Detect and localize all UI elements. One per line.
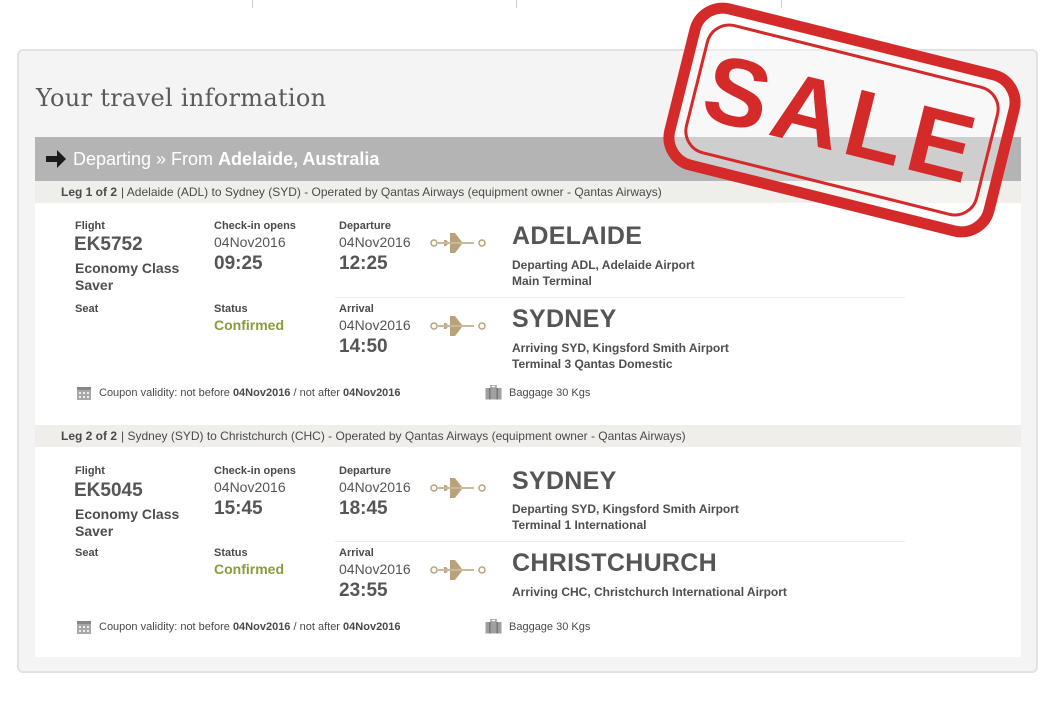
baggage-allowance <box>485 385 590 400</box>
checkin-time: 09:25 <box>214 253 263 274</box>
status-label: Status <box>214 547 248 559</box>
coupon-before-date: 04Nov2016 <box>232 387 291 399</box>
fare-class: Economy Class Saver <box>75 260 180 293</box>
seat-label: Seat <box>75 303 99 315</box>
arrival-airport: Arriving SYD, Kingsford Smith Airport <box>512 341 729 355</box>
departure-date: 04Nov2016 <box>339 479 411 495</box>
departure-city: ADELAIDE <box>512 222 643 250</box>
coupon-mid: / not after <box>293 621 340 633</box>
leg-segment <box>35 447 1021 667</box>
luggage-icon <box>485 385 502 400</box>
coupon-prefix: Coupon validity: not before <box>99 621 230 633</box>
seat-label: Seat <box>75 547 99 559</box>
baggage-allowance <box>485 619 590 634</box>
departure-terminal: Main Terminal <box>512 274 592 288</box>
plane-icon <box>430 558 488 587</box>
flight-number: EK5752 <box>74 234 143 255</box>
departure-terminal: Terminal 1 International <box>512 518 647 532</box>
leg-route: | Sydney (SYD) to Christchurch (CHC) - Operated by Qantas Airways (equipment owner - Qantas Airways) <box>121 429 686 443</box>
coupon-validity <box>76 619 401 635</box>
flight-number: EK5045 <box>74 480 143 501</box>
top-divider <box>252 0 253 8</box>
plane-icon <box>430 476 488 505</box>
leg-bar <box>35 425 1021 447</box>
luggage-icon <box>485 619 502 634</box>
arrival-date: 04Nov2016 <box>339 317 411 333</box>
arrival-terminal: Terminal 3 Qantas Domestic <box>512 357 673 371</box>
departure-time: 12:25 <box>339 253 388 274</box>
segment-divider <box>335 297 905 298</box>
baggage-text: Baggage 30 Kgs <box>509 386 591 399</box>
leg-route: | Adelaide (ADL) to Sydney (SYD) - Operated by Qantas Airways (equipment owner - Qantas Airways) <box>121 185 662 199</box>
departure-city: SYDNEY <box>512 467 617 495</box>
departure-airport: Departing SYD, Kingsford Smith Airport <box>512 502 739 516</box>
arrival-label: Arrival <box>339 303 374 315</box>
departure-date: 04Nov2016 <box>339 234 411 250</box>
coupon-prefix: Coupon validity: not before <box>99 387 230 399</box>
leg-segment <box>35 203 1021 423</box>
checkin-date: 04Nov2016 <box>214 479 286 495</box>
coupon-before-date: 04Nov2016 <box>232 621 291 633</box>
status-badge: Confirmed <box>214 317 284 333</box>
departing-prefix: Departing » From <box>73 148 214 169</box>
status-badge: Confirmed <box>214 561 284 577</box>
departure-airport: Departing ADL, Adelaide Airport <box>512 258 695 272</box>
checkin-label: Check-in opens <box>214 220 296 232</box>
fare-class: Economy Class Saver <box>75 506 180 539</box>
coupon-validity <box>76 385 401 401</box>
leg-label: Leg 1 of 2 <box>61 185 118 199</box>
top-divider <box>781 0 782 8</box>
plane-icon <box>430 231 488 260</box>
checkin-label: Check-in opens <box>214 465 296 477</box>
departure-label: Departure <box>339 220 391 232</box>
flight-label: Flight <box>75 220 105 232</box>
plane-icon <box>430 314 488 343</box>
departing-origin: Adelaide, Australia <box>218 148 380 169</box>
arrival-time: 23:55 <box>339 580 388 601</box>
sale-stamp-text: SALE <box>693 33 991 206</box>
checkin-time: 15:45 <box>214 498 263 519</box>
status-label: Status <box>214 303 248 315</box>
calendar-icon <box>76 385 92 401</box>
checkin-date: 04Nov2016 <box>214 234 286 250</box>
arrow-right-icon <box>45 149 67 169</box>
coupon-mid: / not after <box>293 387 340 399</box>
flight-label: Flight <box>75 465 105 477</box>
arrival-city: CHRISTCHURCH <box>512 549 717 577</box>
top-divider <box>516 0 517 8</box>
leg-label: Leg 2 of 2 <box>61 429 118 443</box>
coupon-after-date: 04Nov2016 <box>343 621 401 633</box>
arrival-date: 04Nov2016 <box>339 561 411 577</box>
coupon-after-date: 04Nov2016 <box>343 387 401 399</box>
departure-time: 18:45 <box>339 498 388 519</box>
arrival-airport: Arriving CHC, Christchurch International Airport <box>512 585 787 599</box>
arrival-label: Arrival <box>339 547 374 559</box>
page-title: Your travel information <box>36 84 327 112</box>
departure-label: Departure <box>339 465 391 477</box>
arrival-time: 14:50 <box>339 336 388 357</box>
arrival-city: SYDNEY <box>512 305 617 333</box>
calendar-icon <box>76 619 92 635</box>
segment-divider <box>335 541 905 542</box>
baggage-text: Baggage 30 Kgs <box>509 620 591 633</box>
